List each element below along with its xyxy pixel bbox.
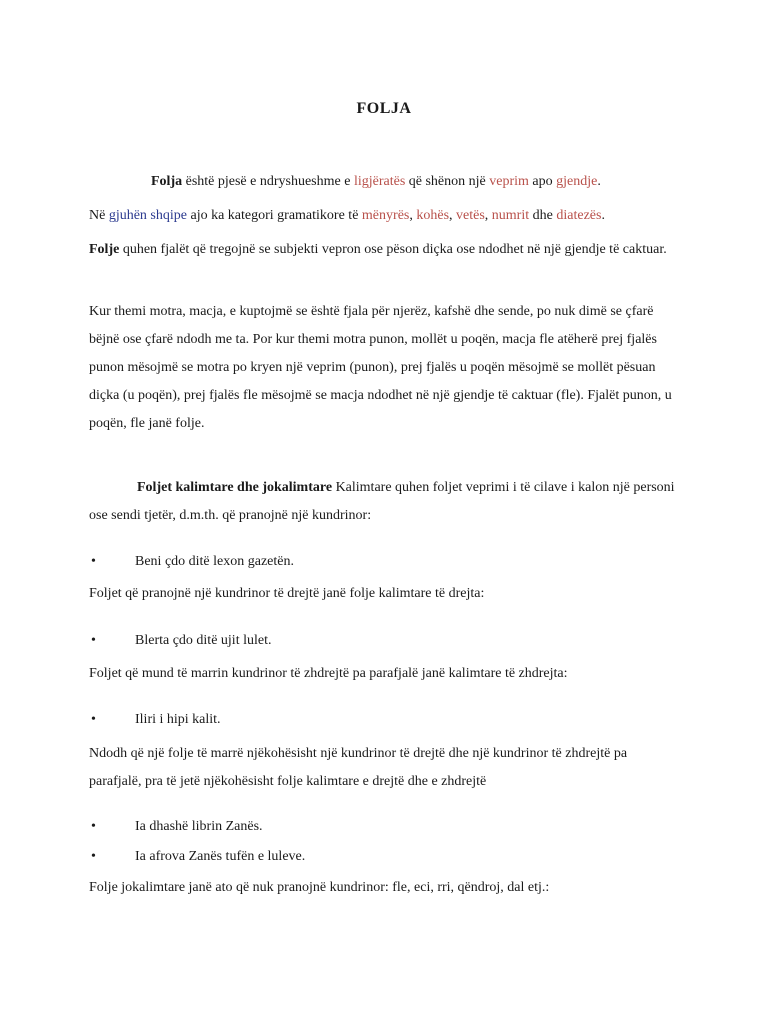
paragraph-categories [89, 202, 679, 230]
paragraph-kalimtare [89, 474, 679, 530]
list-item-text: Iliri i hipi kalit. [135, 712, 221, 727]
text: , [409, 208, 417, 223]
page-title: FOLJA [356, 100, 412, 117]
text: apo [528, 174, 557, 189]
link-ligjerates[interactable]: ligjëratës [353, 174, 406, 189]
bullet-marker: • [91, 554, 96, 569]
link-kohes[interactable]: kohës [416, 208, 450, 223]
text: , [449, 208, 457, 223]
text: dhe [529, 208, 557, 223]
list-item-text: Beni çdo ditë lexon gazetën. [135, 554, 294, 569]
text: Kalimtare quhen foljet veprimi i të cilave i kalon një personi ose sendi tjetër, d.m.th. që pranojnë një kundrinor: [89, 480, 675, 523]
paragraph-examples: Kur themi motra, macja, e kuptojmë se është fjala për njerëz, kafshë dhe sende, po nuk dimë se çfarë bëjnë ose çfarë ndodh me ta. Por kur themi motra punon, mollët u poqën, macja fle atëherë prej fjalës punon mësojmë se motra po kryen një veprim (punon), prej fjalës u poqën mësojmë se mollët pësuan diçka (u poqën), prej fjalës fle mësojmë se macja ndodhet në një gjendje të caktuar (fle). Fjalët punon, u poqën, fle janë folje. [89, 304, 672, 431]
term-folja: Folja [151, 174, 183, 189]
term-foljet-kalimtare: Foljet kalimtare dhe jokalimtare [137, 480, 333, 495]
list-item [89, 629, 679, 653]
bullet-marker: • [91, 849, 96, 864]
link-gjuhen-shqipe[interactable]: gjuhën shqipe [108, 208, 187, 223]
text: . [601, 208, 605, 223]
link-gjendje[interactable]: gjendje [556, 174, 598, 189]
bullet-marker: • [91, 712, 96, 727]
list-item-text: Blerta çdo ditë ujit lulet. [135, 633, 272, 648]
text: ajo ka kategori gramatikore të [186, 208, 362, 223]
paragraph-kalimtare-zhdrejta: Foljet që mund të marrin kundrinor të zhdrejtë pa parafjalë janë kalimtare të zhdrejta: [89, 666, 568, 681]
bullet-marker: • [91, 633, 96, 648]
term-folje: Folje [89, 242, 120, 257]
link-numrit[interactable]: numrit [491, 208, 530, 223]
link-vetes[interactable]: vetës [456, 208, 485, 223]
link-menyres[interactable]: mënyrës [361, 208, 410, 223]
text: . [597, 174, 601, 189]
link-veprim[interactable]: veprim [489, 174, 529, 189]
list-item [89, 708, 679, 732]
paragraph-jokalimtare: Folje jokalimtare janë ato që nuk pranojnë kundrinor: fle, eci, rri, qëndroj, dal etj.: [89, 880, 550, 895]
paragraph-njekohesisht: Ndodh që një folje të marrë njëkohësisht një kundrinor të drejtë dhe një kundrinor të zhdrejtë pa parafjalë, pra të jetë njëkohësisht folje kalimtare e drejtë dhe e zhdrejtë [89, 746, 628, 789]
text: quhen fjalët që tregojnë se subjekti vepron ose pëson diçka ose ndodhet në një gjendje të caktuar. [119, 242, 667, 257]
text: që shënon një [405, 174, 490, 189]
paragraph-kalimtare-drejta: Foljet që pranojnë një kundrinor të drejtë janë folje kalimtare të drejta: [89, 586, 485, 601]
text: , [484, 208, 492, 223]
list-item [89, 815, 679, 839]
paragraph-definition [89, 168, 679, 196]
bullet-marker: • [91, 819, 96, 834]
list-item-text: Ia dhashë librin Zanës. [135, 819, 263, 834]
list-item-text: Ia afrova Zanës tufën e luleve. [135, 849, 306, 864]
list-item [89, 550, 679, 574]
list-item [89, 845, 679, 869]
text: është pjesë e ndryshueshme e [182, 174, 354, 189]
paragraph-folje [89, 236, 679, 264]
link-diatezes[interactable]: diatezës [556, 208, 602, 223]
text: Në [89, 208, 109, 223]
